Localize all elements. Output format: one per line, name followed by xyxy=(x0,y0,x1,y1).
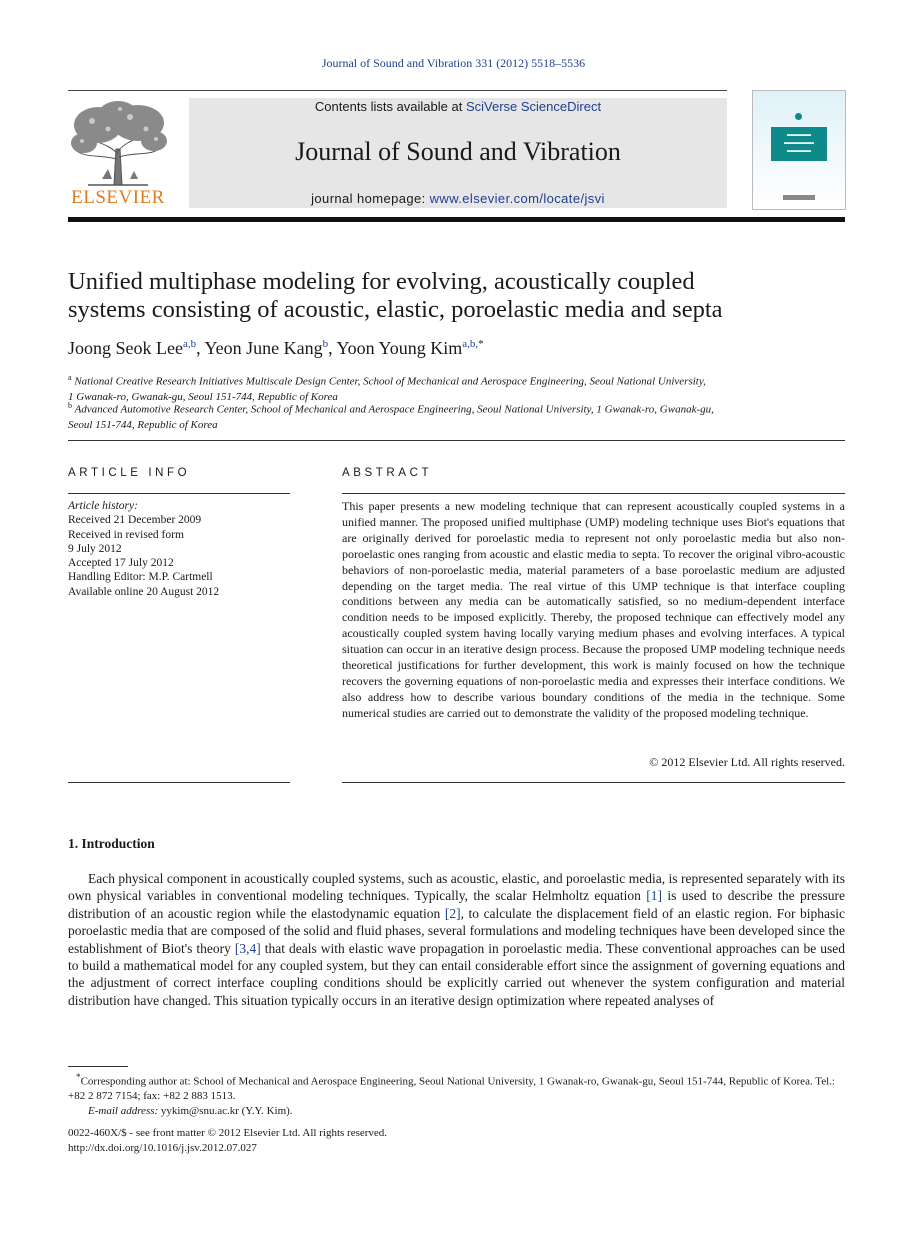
intro-text: Each physical component in acoustically coupled systems, such as acoustic, elastic, and poroelastic media, is represented separately with its own physical variables in conventional modeling techniques. Typically, the scalar Helmholtz equation xyxy=(68,871,845,904)
reference-link[interactable]: [1] xyxy=(646,888,663,904)
journal-title: Journal of Sound and Vibration xyxy=(295,137,621,166)
issn-line: 0022-460X/$ - see front matter © 2012 Elsevier Ltd. All rights reserved. xyxy=(68,1127,388,1139)
introduction-paragraph xyxy=(68,870,845,1009)
article-info-heading: ARTICLE INFO xyxy=(68,467,191,479)
author-affiliation-mark[interactable]: b xyxy=(322,338,329,350)
affiliation-line: National Creative Research Initiatives Multiscale Design Center, School of Mechanical and Aerospace Engineering, Seoul National University, xyxy=(74,375,706,388)
author-affiliation-mark[interactable]: a,b xyxy=(182,338,197,350)
journal-cover-thumbnail-icon[interactable] xyxy=(752,90,846,210)
history-item: 9 July 2012 xyxy=(68,542,122,555)
header-rule-bottom xyxy=(68,217,845,222)
author-name[interactable]: Yoon Young Kim xyxy=(336,338,463,358)
affiliation-b xyxy=(68,398,828,433)
history-item: Available online 20 August 2012 xyxy=(68,585,220,598)
article-info-rule-top xyxy=(68,493,290,494)
email-address[interactable]: yykim@snu.ac.kr (Y.Y. Kim). xyxy=(158,1104,293,1117)
homepage-prefix: journal homepage: xyxy=(311,191,430,206)
cover-footer-mark xyxy=(783,195,815,200)
sciencedirect-link[interactable]: SciVerse ScienceDirect xyxy=(465,99,602,114)
footnote-rule xyxy=(68,1066,128,1067)
elsevier-tree-logo-icon xyxy=(68,99,168,209)
affiliation-mark: b xyxy=(68,401,72,410)
author-separator: , xyxy=(196,338,205,358)
journal-citation[interactable]: Journal of Sound and Vibration 331 (2012) 5518–5536 xyxy=(321,56,586,70)
footnote-mark: * xyxy=(76,1072,81,1082)
article-history xyxy=(68,499,290,599)
author-name[interactable]: Joong Seok Lee xyxy=(68,338,183,358)
introduction-heading: 1. Introduction xyxy=(68,836,155,851)
history-item: Accepted 17 July 2012 xyxy=(68,557,174,570)
reference-link[interactable]: [3,4] xyxy=(234,940,261,956)
homepage-link[interactable]: www.elsevier.com/locate/jsvi xyxy=(429,191,605,206)
history-item: Handling Editor: M.P. Cartmell xyxy=(68,571,213,584)
header-rule-top xyxy=(68,90,727,91)
affiliation-line: 1 Gwanak-ro, Gwanak-gu, Seoul 151-744, Republic of Korea xyxy=(68,390,338,403)
publisher-wordmark: ELSEVIER xyxy=(71,187,165,208)
cover-title-box: ▬▬▬▬ ▬▬▬▬▬ ▬▬▬▬ xyxy=(771,127,827,161)
contents-prefix: Contents lists available at xyxy=(314,99,466,114)
tree-illustration-icon xyxy=(68,99,168,187)
author-list xyxy=(68,338,845,359)
intro-text: is used to describe the pressure distribution of an acoustic region while the elastodynamic equation xyxy=(68,888,846,921)
corresponding-author-footnote xyxy=(68,1070,845,1118)
title-block-rule xyxy=(68,440,845,441)
corresponding-author-mark[interactable]: * xyxy=(478,338,484,350)
article-title xyxy=(68,268,845,324)
author-affiliation-mark[interactable]: a,b, xyxy=(462,338,479,350)
cover-emblem-icon xyxy=(795,113,802,120)
abstract-heading: ABSTRACT xyxy=(342,467,433,479)
intro-text: , to calculate the displacement field of an elastic region. For biphasic poroelastic media that are composed of the solid and fluid phases, several formulations and modeling techniques have been developed since the establishment of Biot's theory xyxy=(68,905,845,956)
front-matter xyxy=(68,1126,568,1155)
abstract-text: This paper presents a new modeling technique that can represent acoustically coupled systems in a unified manner. The proposed unified multiphase (UMP) modeling technique uses Biot's equations that are originally derived for poroelastic media to represent not only poroelastic media but also non-poroelastic ones ranging from acoustic and elastic media to septa. To recover the original vibro-acoustic behaviors of non-poroelastic media, material parameters of a base poroelastic medium are adjusted depending on the target media. The real virtue of this UMP technique is that interface coupling conditions between any media can be automatically satisfied, so no medium-dependent interface condition needs to be imposed explicitly. Thereby, the proposed technique can effectively model any acoustically coupled system having locally varying medium phases and evolving interfaces. A typical situation can occur in an iterative design process. Because the proposed UMP modeling technique needs theoretical justifications for further development, this work is mainly focused on how the technique recovers the governing equations of non-poroelastic media and expresses their interface conditions. We also address how to describe various boundary conditions of the media in the technique. Some numerical studies are carried out to demonstrate the validity of the proposed modeling technique. xyxy=(342,499,845,720)
article-title-line-1: Unified multiphase modeling for evolving, acoustically coupled xyxy=(68,268,695,295)
footnote-text: Corresponding author at: School of Mechanical and Aerospace Engineering, Seoul National University, 1 Gwanak-ro, Gwanak-gu, Seoul 151-744, Republic of Korea. Tel.: +82 2 872 7154; fax: +82 2 883 1513. xyxy=(68,1075,835,1103)
contents-line xyxy=(189,99,727,114)
reference-link[interactable]: [2] xyxy=(444,905,461,921)
history-item: Received in revised form xyxy=(68,528,184,541)
abstract-copyright: © 2012 Elsevier Ltd. All rights reserved. xyxy=(649,755,845,769)
abstract-rule-top xyxy=(342,493,845,494)
article-info-rule-bottom xyxy=(68,782,290,783)
history-heading: Article history: xyxy=(68,500,138,512)
author-name[interactable]: Yeon June Kang xyxy=(204,338,323,358)
intro-text: that deals with elastic wave propagation in poroelastic media. These conventional approaches can be used to build a mathematical model for any coupled system, but they can entail considerable effort since the assignment of governing equations and the adjustment of correct interface coupling conditions should be explicitly carried out whenever the system configuration and material distribution have changed. This situation typically occurs in an iterative design optimization where repeated analyses of xyxy=(68,940,845,1008)
email-label: E-mail address: xyxy=(88,1104,159,1117)
article-title-line-2: systems consisting of acoustic, elastic, poroelastic media and septa xyxy=(68,296,723,323)
homepage-line xyxy=(189,191,727,206)
doi-link[interactable]: http://dx.doi.org/10.1016/j.jsv.2012.07.027 xyxy=(68,1141,257,1154)
abstract-rule-bottom xyxy=(342,782,845,783)
affiliation-line: Advanced Automotive Research Center, School of Mechanical and Aerospace Engineering, Seoul National University, 1 Gwanak-ro, Gwanak-gu, xyxy=(74,403,714,416)
history-item: Received 21 December 2009 xyxy=(68,514,202,527)
author-separator: , xyxy=(328,338,337,358)
affiliation-line: Seoul 151-744, Republic of Korea xyxy=(68,418,218,431)
affiliation-mark: a xyxy=(68,373,72,382)
